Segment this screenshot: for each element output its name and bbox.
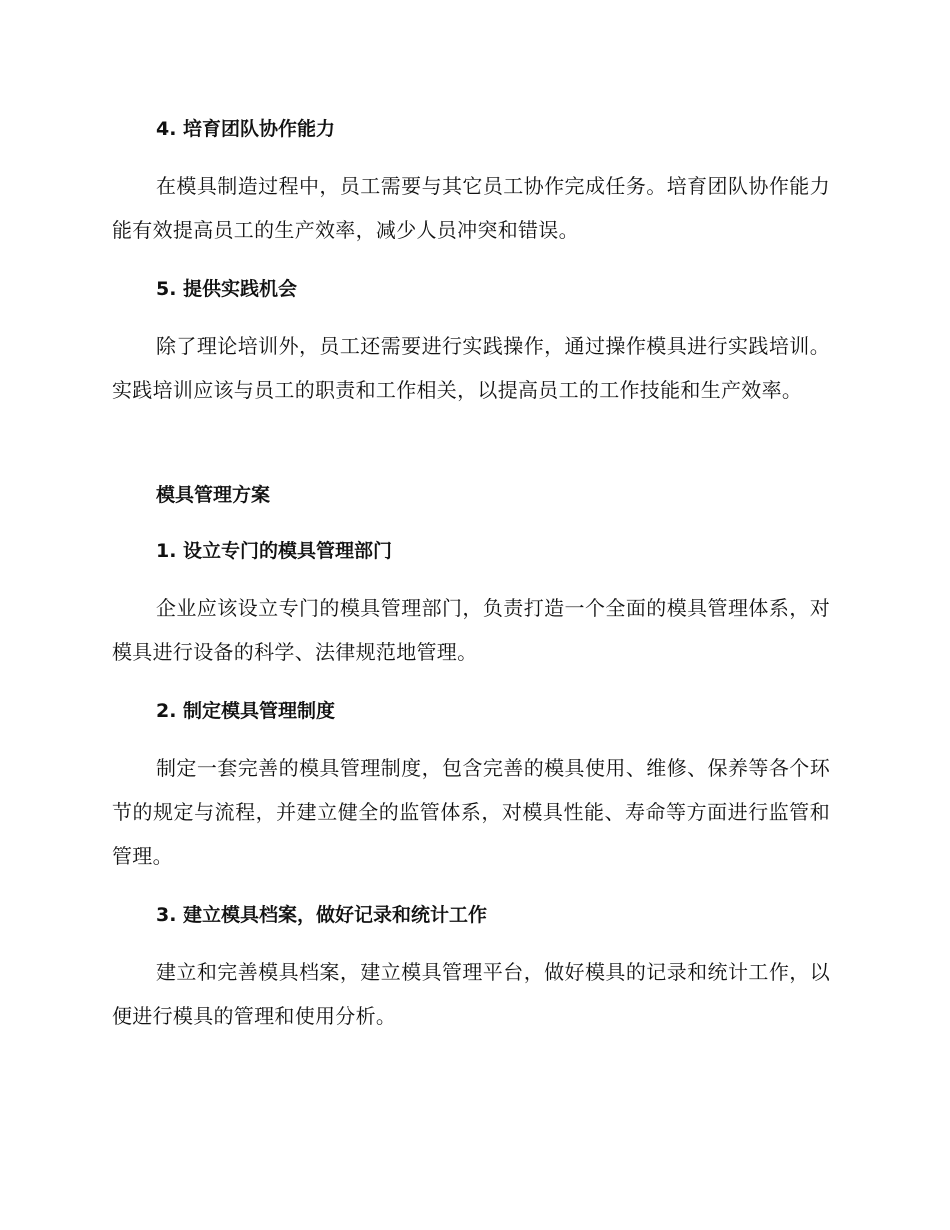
paragraph-management-system: 制定一套完善的模具管理制度，包含完善的模具使用、维修、保养等各个环节的规定与流程，并建立健全的监管体系，对模具性能、寿命等方面进行监管和管理。 <box>112 756 830 868</box>
section-heading-management-department: 1. 设立专门的模具管理部门 <box>156 540 393 562</box>
paragraph-practice-opportunities: 除了理论培训外，员工还需要进行实践操作，通过操作模具进行实践培训。实践培训应该与员工的职责和工作相关，以提高员工的工作技能和生产效率。 <box>112 334 830 402</box>
section-heading-management-system: 2. 制定模具管理制度 <box>156 700 336 722</box>
section-heading-mold-management-plan: 模具管理方案 <box>156 484 271 506</box>
section-heading-team-collaboration: 4. 培育团队协作能力 <box>156 118 336 140</box>
section-heading-practice-opportunities: 5. 提供实践机会 <box>156 278 298 300</box>
document-page <box>112 0 830 1230</box>
paragraph-mold-archives: 建立和完善模具档案，建立模具管理平台，做好模具的记录和统计工作，以便进行模具的管理和使用分析。 <box>112 960 830 1028</box>
section-heading-mold-archives: 3. 建立模具档案，做好记录和统计工作 <box>156 904 488 926</box>
paragraph-team-collaboration: 在模具制造过程中，员工需要与其它员工协作完成任务。培育团队协作能力能有效提高员工的生产效率，减少人员冲突和错误。 <box>112 174 830 242</box>
paragraph-management-department: 企业应该设立专门的模具管理部门，负责打造一个全面的模具管理体系，对模具进行设备的科学、法律规范地管理。 <box>112 596 830 664</box>
